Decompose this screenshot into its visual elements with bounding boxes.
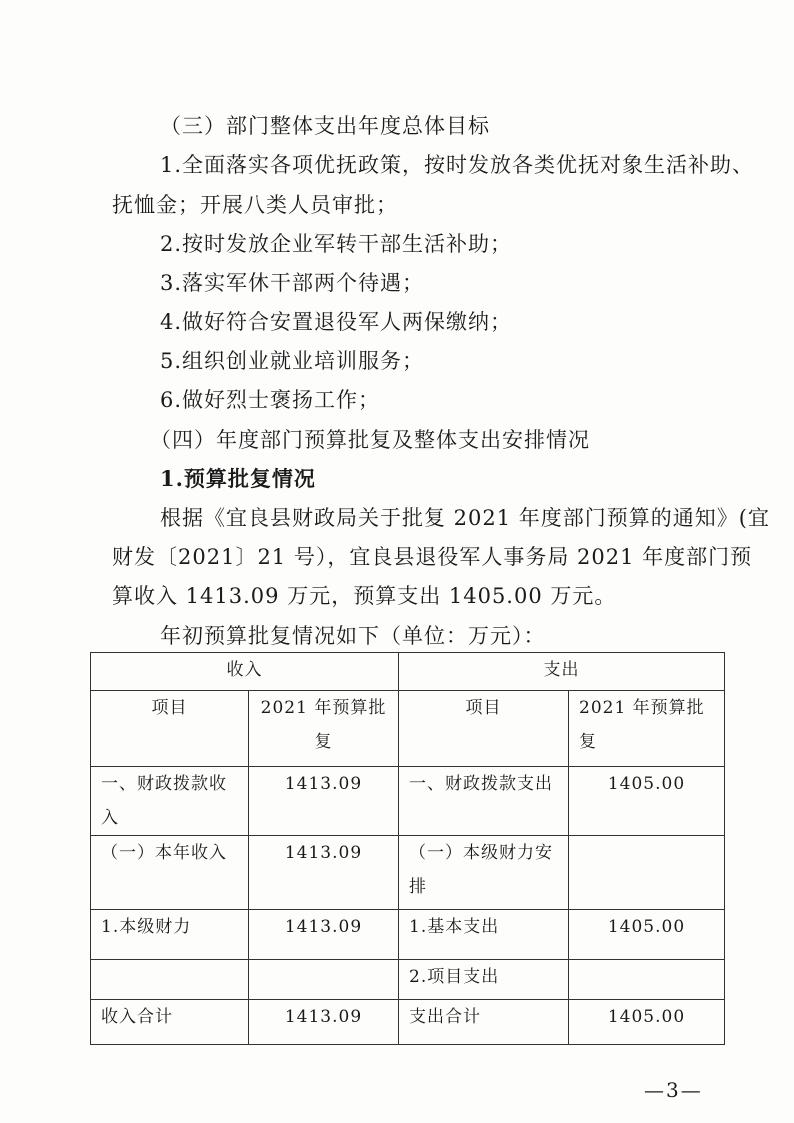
section3-item-1-cont: 抚恤金；开展八类人员审批； [112,193,398,217]
table-row [91,836,725,910]
expense-item-line2: 排 [409,877,427,897]
expense-item-header: 项目 [399,691,569,767]
income-total-value: 1413.09 [249,1000,399,1045]
income-item: 一、财政拨款收入 [91,767,249,836]
expense-item: 1.基本支出 [399,910,569,960]
section4-para-line-1: 根据《宜良县财政局关于批复 2021 年度部门预算的通知》(宜 [160,506,770,530]
income-total-label: 收入合计 [91,1000,249,1045]
expense-budget-header-line2: 复 [579,732,597,752]
expense-budget-header-line1: 2021 年预算批 [579,698,705,718]
section3-heading: （三）部门整体支出年度总体目标 [160,114,490,138]
expense-item: 2.项目支出 [399,960,569,1000]
expense-value [569,836,725,910]
income-budget-header: 2021 年预算批复 [249,691,399,767]
section4-para-line-2: 财发〔2021〕21 号），宜良县退役军人事务局 2021 年度部门预 [112,545,753,569]
income-item: 1.本级财力 [91,910,249,960]
page-number: —3— [644,1078,703,1102]
section4-heading: （四）年度部门预算批复及整体支出安排情况 [150,428,590,452]
expense-total-value: 1405.00 [569,1000,725,1045]
section3-item-1: 1.全面落实各项优抚政策，按时发放各类优抚对象生活补助、 [160,153,755,177]
expense-header: 支出 [399,653,725,691]
expense-item-line1: （一）本级财力安 [409,843,553,863]
table-group-header-row [91,653,725,691]
section3-item-5: 5.组织创业就业培训服务； [160,349,425,373]
table-row [91,767,725,836]
budget-table [90,652,725,1045]
table-intro: 年初预算批复情况如下（单位：万元）： [160,624,546,648]
income-value: 1413.09 [249,767,399,836]
expense-budget-header [569,691,725,767]
income-header: 收入 [91,653,399,691]
expense-item: 一、财政拨款支出 [399,767,569,836]
section3-item-3: 3.落实军休干部两个待遇； [160,271,425,295]
expense-item [399,836,569,910]
income-item: （一）本年收入 [91,836,249,910]
section4-para-line-3: 算收入 1413.09 万元，预算支出 1405.00 万元。 [112,584,617,608]
table-row [91,960,725,1000]
section3-item-6: 6.做好烈士褒扬工作； [160,388,381,412]
expense-total-label: 支出合计 [399,1000,569,1045]
table-column-header-row [91,691,725,767]
section4-subheading: 1.预算批复情况 [160,466,316,491]
expense-value: 1405.00 [569,767,725,836]
income-item [91,960,249,1000]
expense-value [569,960,725,1000]
income-value [249,960,399,1000]
table-total-row [91,1000,725,1045]
section3-item-2: 2.按时发放企业军转干部生活补助； [160,232,513,256]
section3-item-4: 4.做好符合安置退役军人两保缴纳； [160,310,513,334]
income-value: 1413.09 [249,836,399,910]
income-value: 1413.09 [249,910,399,960]
expense-value: 1405.00 [569,910,725,960]
income-item-header: 项目 [91,691,249,767]
table-row [91,910,725,960]
